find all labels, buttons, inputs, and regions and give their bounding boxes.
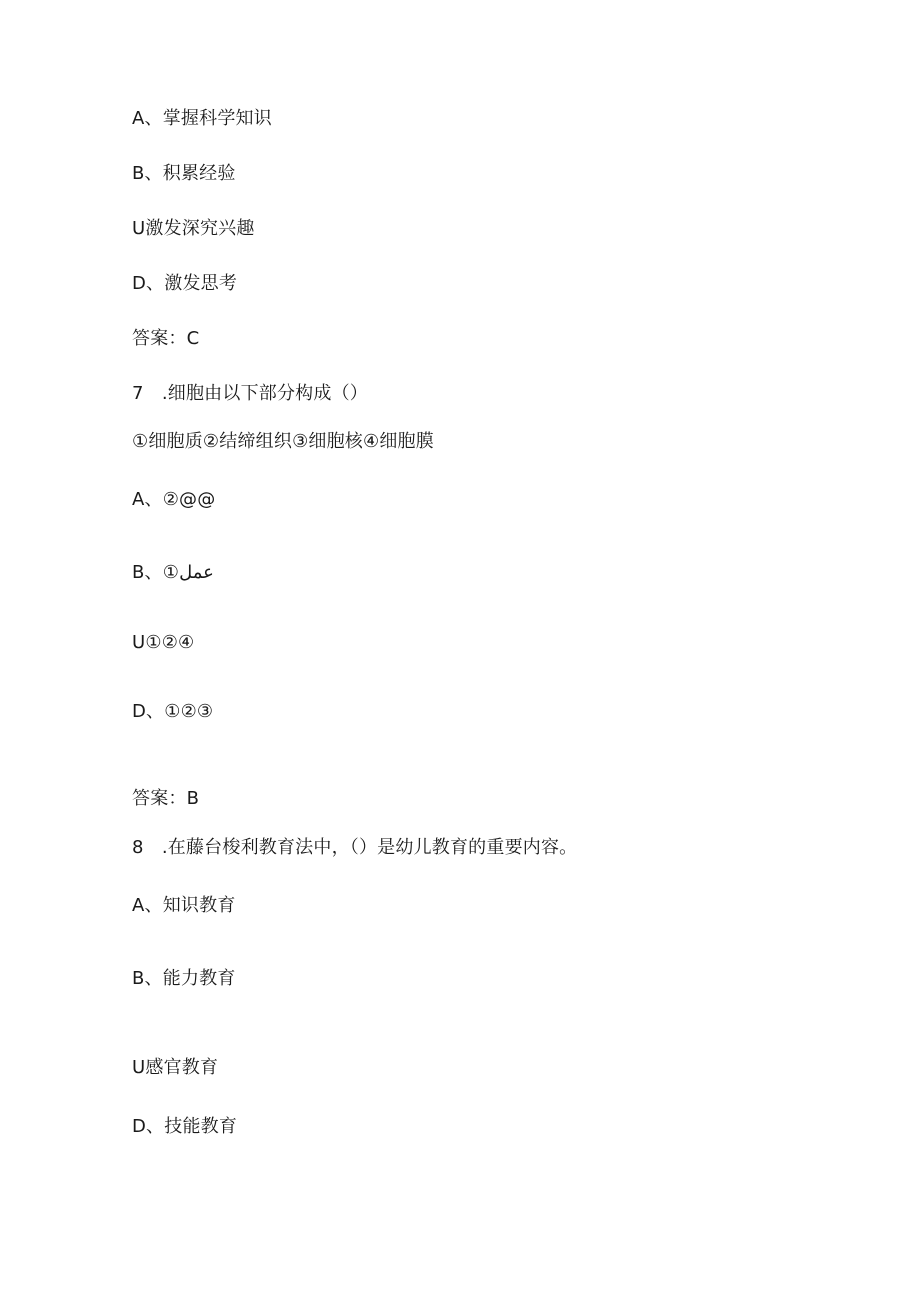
q7-question: 7 .细胞由以下部分构成（） [132, 383, 368, 404]
q7-option-b: B、①عمل [132, 562, 214, 583]
q7-option-d: D、①②③ [132, 701, 214, 722]
q7-items: ①细胞质②结缔组织③细胞核④细胞膜 [132, 431, 434, 452]
q8-option-c: U感官教育 [132, 1057, 219, 1078]
q8-option-b: B、能力教育 [132, 968, 236, 989]
q6-option-b: B、积累经验 [132, 163, 236, 184]
q6-option-a: A、掌握科学知识 [132, 108, 272, 129]
q7-option-a: A、②@@ [132, 489, 216, 510]
q6-answer: 答案：C [132, 328, 200, 349]
q6-option-c: U激发深究兴趣 [132, 218, 255, 239]
q6-option-d: D、激发思考 [132, 273, 238, 294]
q7-option-c: U①②④ [132, 632, 195, 653]
q8-question: 8 .在藤台梭利教育法中，（）是幼儿教育的重要内容。 [132, 837, 578, 858]
q8-option-d: D、技能教育 [132, 1116, 238, 1137]
q7-answer: 答案：B [132, 788, 200, 809]
q8-option-a: A、知识教育 [132, 895, 236, 916]
